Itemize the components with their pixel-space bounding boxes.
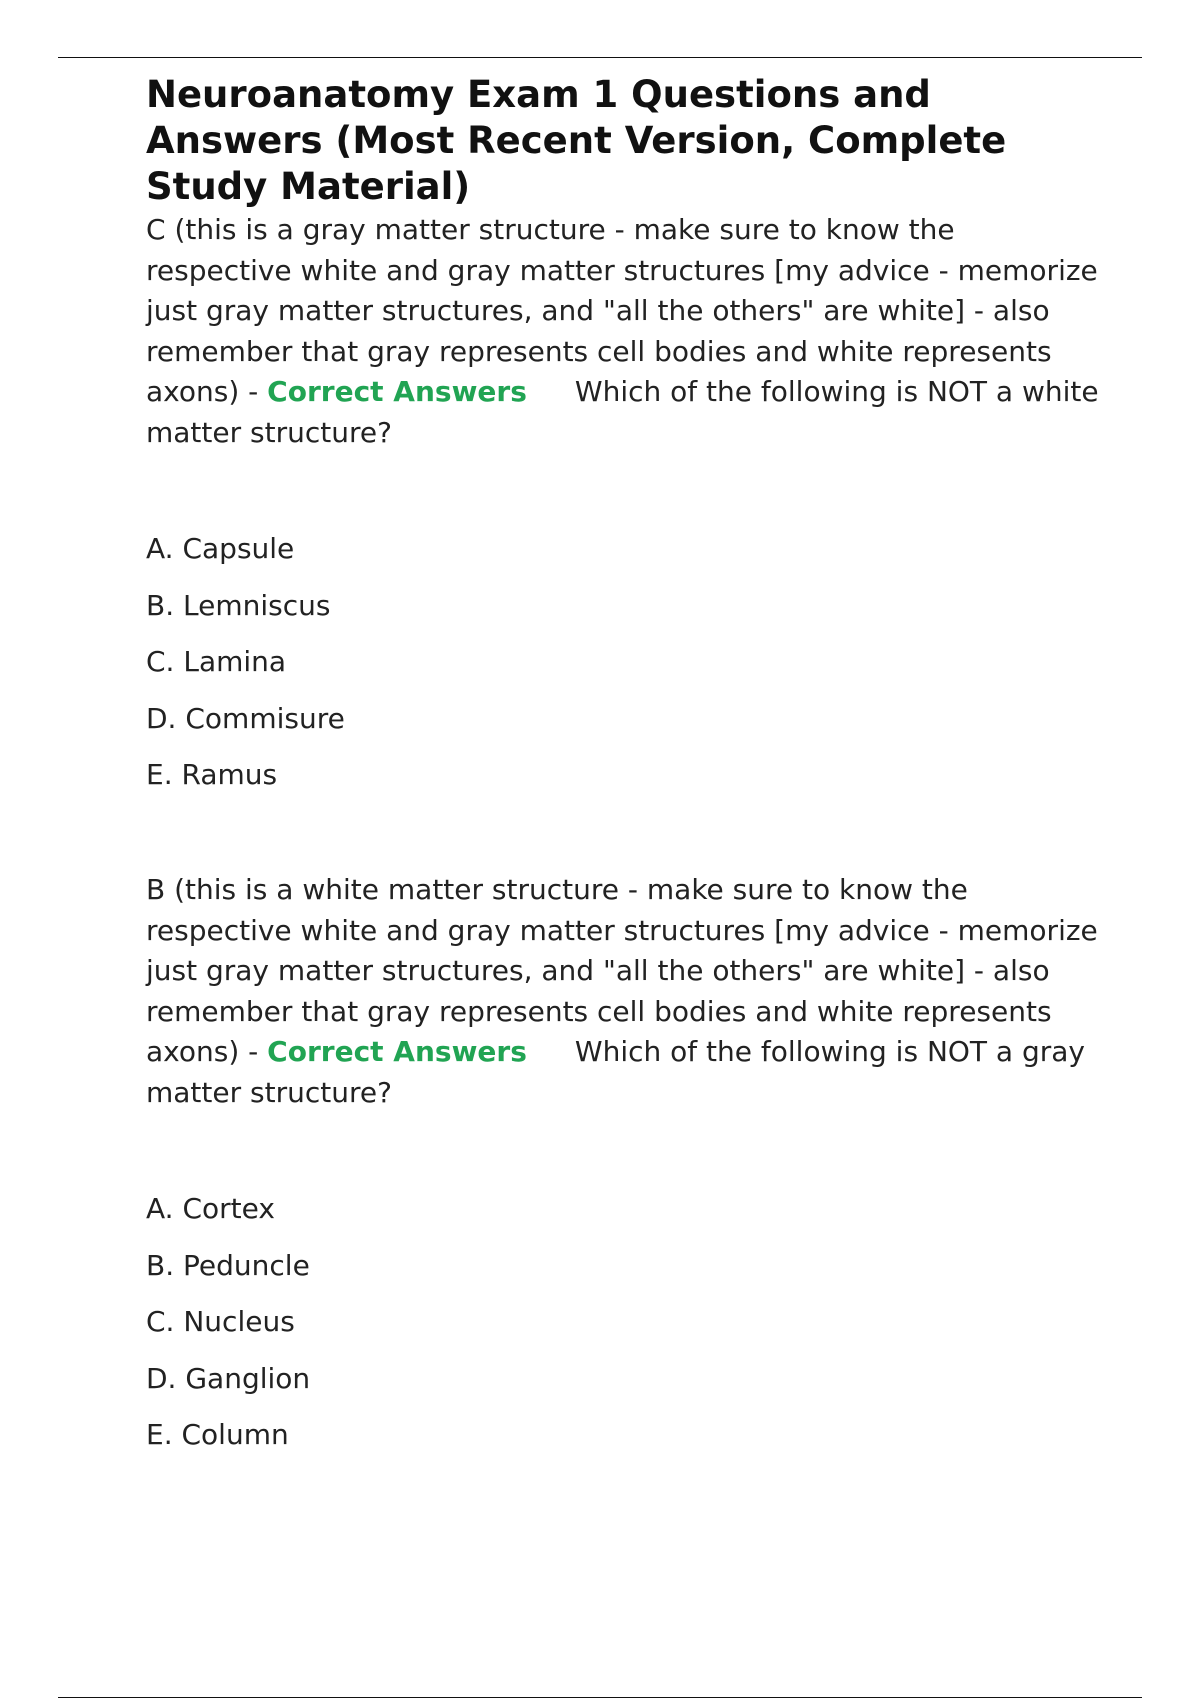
option-item: C. Nucleus [146,1305,295,1338]
document-title: Neuroanatomy Exam 1 Questions and Answers (Most Recent Version, Complete Study Material) [146,73,1007,208]
options-list [146,1192,1106,1452]
question-text: Which of the following is NOT a white matter structure? [146,375,1099,449]
option-item: D. Ganglion [146,1361,311,1395]
answer-explanation: B (this is a white matter structure - make sure to know the respective white and gray matter structures [my advice - memorize just gray matter structures, and "all the others" are white] - also remember that gray represents cell bodies and white represents axons) - [146,873,1098,1068]
option-item: A. Cortex [146,1192,275,1225]
question-text: Which of the following is NOT a gray matter structure? [146,1035,1086,1109]
qa-block [146,870,1106,1452]
option-item: D. Commisure [146,701,345,735]
answer-paragraph [146,870,1106,1113]
qa-block [146,210,1106,792]
correct-answers-label: Correct Answers [267,375,527,408]
answer-explanation: C (this is a gray matter structure - make sure to know the respective white and gray matter structures [my advice - memorize just gray matter structures, and "all the others" are white] - also remember that gray represents cell bodies and white represents axons) - [146,213,1098,408]
top-rule [58,57,1142,58]
option-item: E. Ramus [146,758,278,791]
bottom-rule [58,1697,1142,1698]
option-item: B. Peduncle [146,1248,310,1282]
option-item: A. Capsule [146,532,295,565]
answer-paragraph [146,210,1106,453]
options-list [146,532,1106,792]
option-item: B. Lemniscus [146,588,331,622]
document-body [146,72,1106,1475]
option-item: E. Column [146,1418,289,1451]
option-item: C. Lamina [146,645,287,678]
correct-answers-label: Correct Answers [267,1035,527,1068]
